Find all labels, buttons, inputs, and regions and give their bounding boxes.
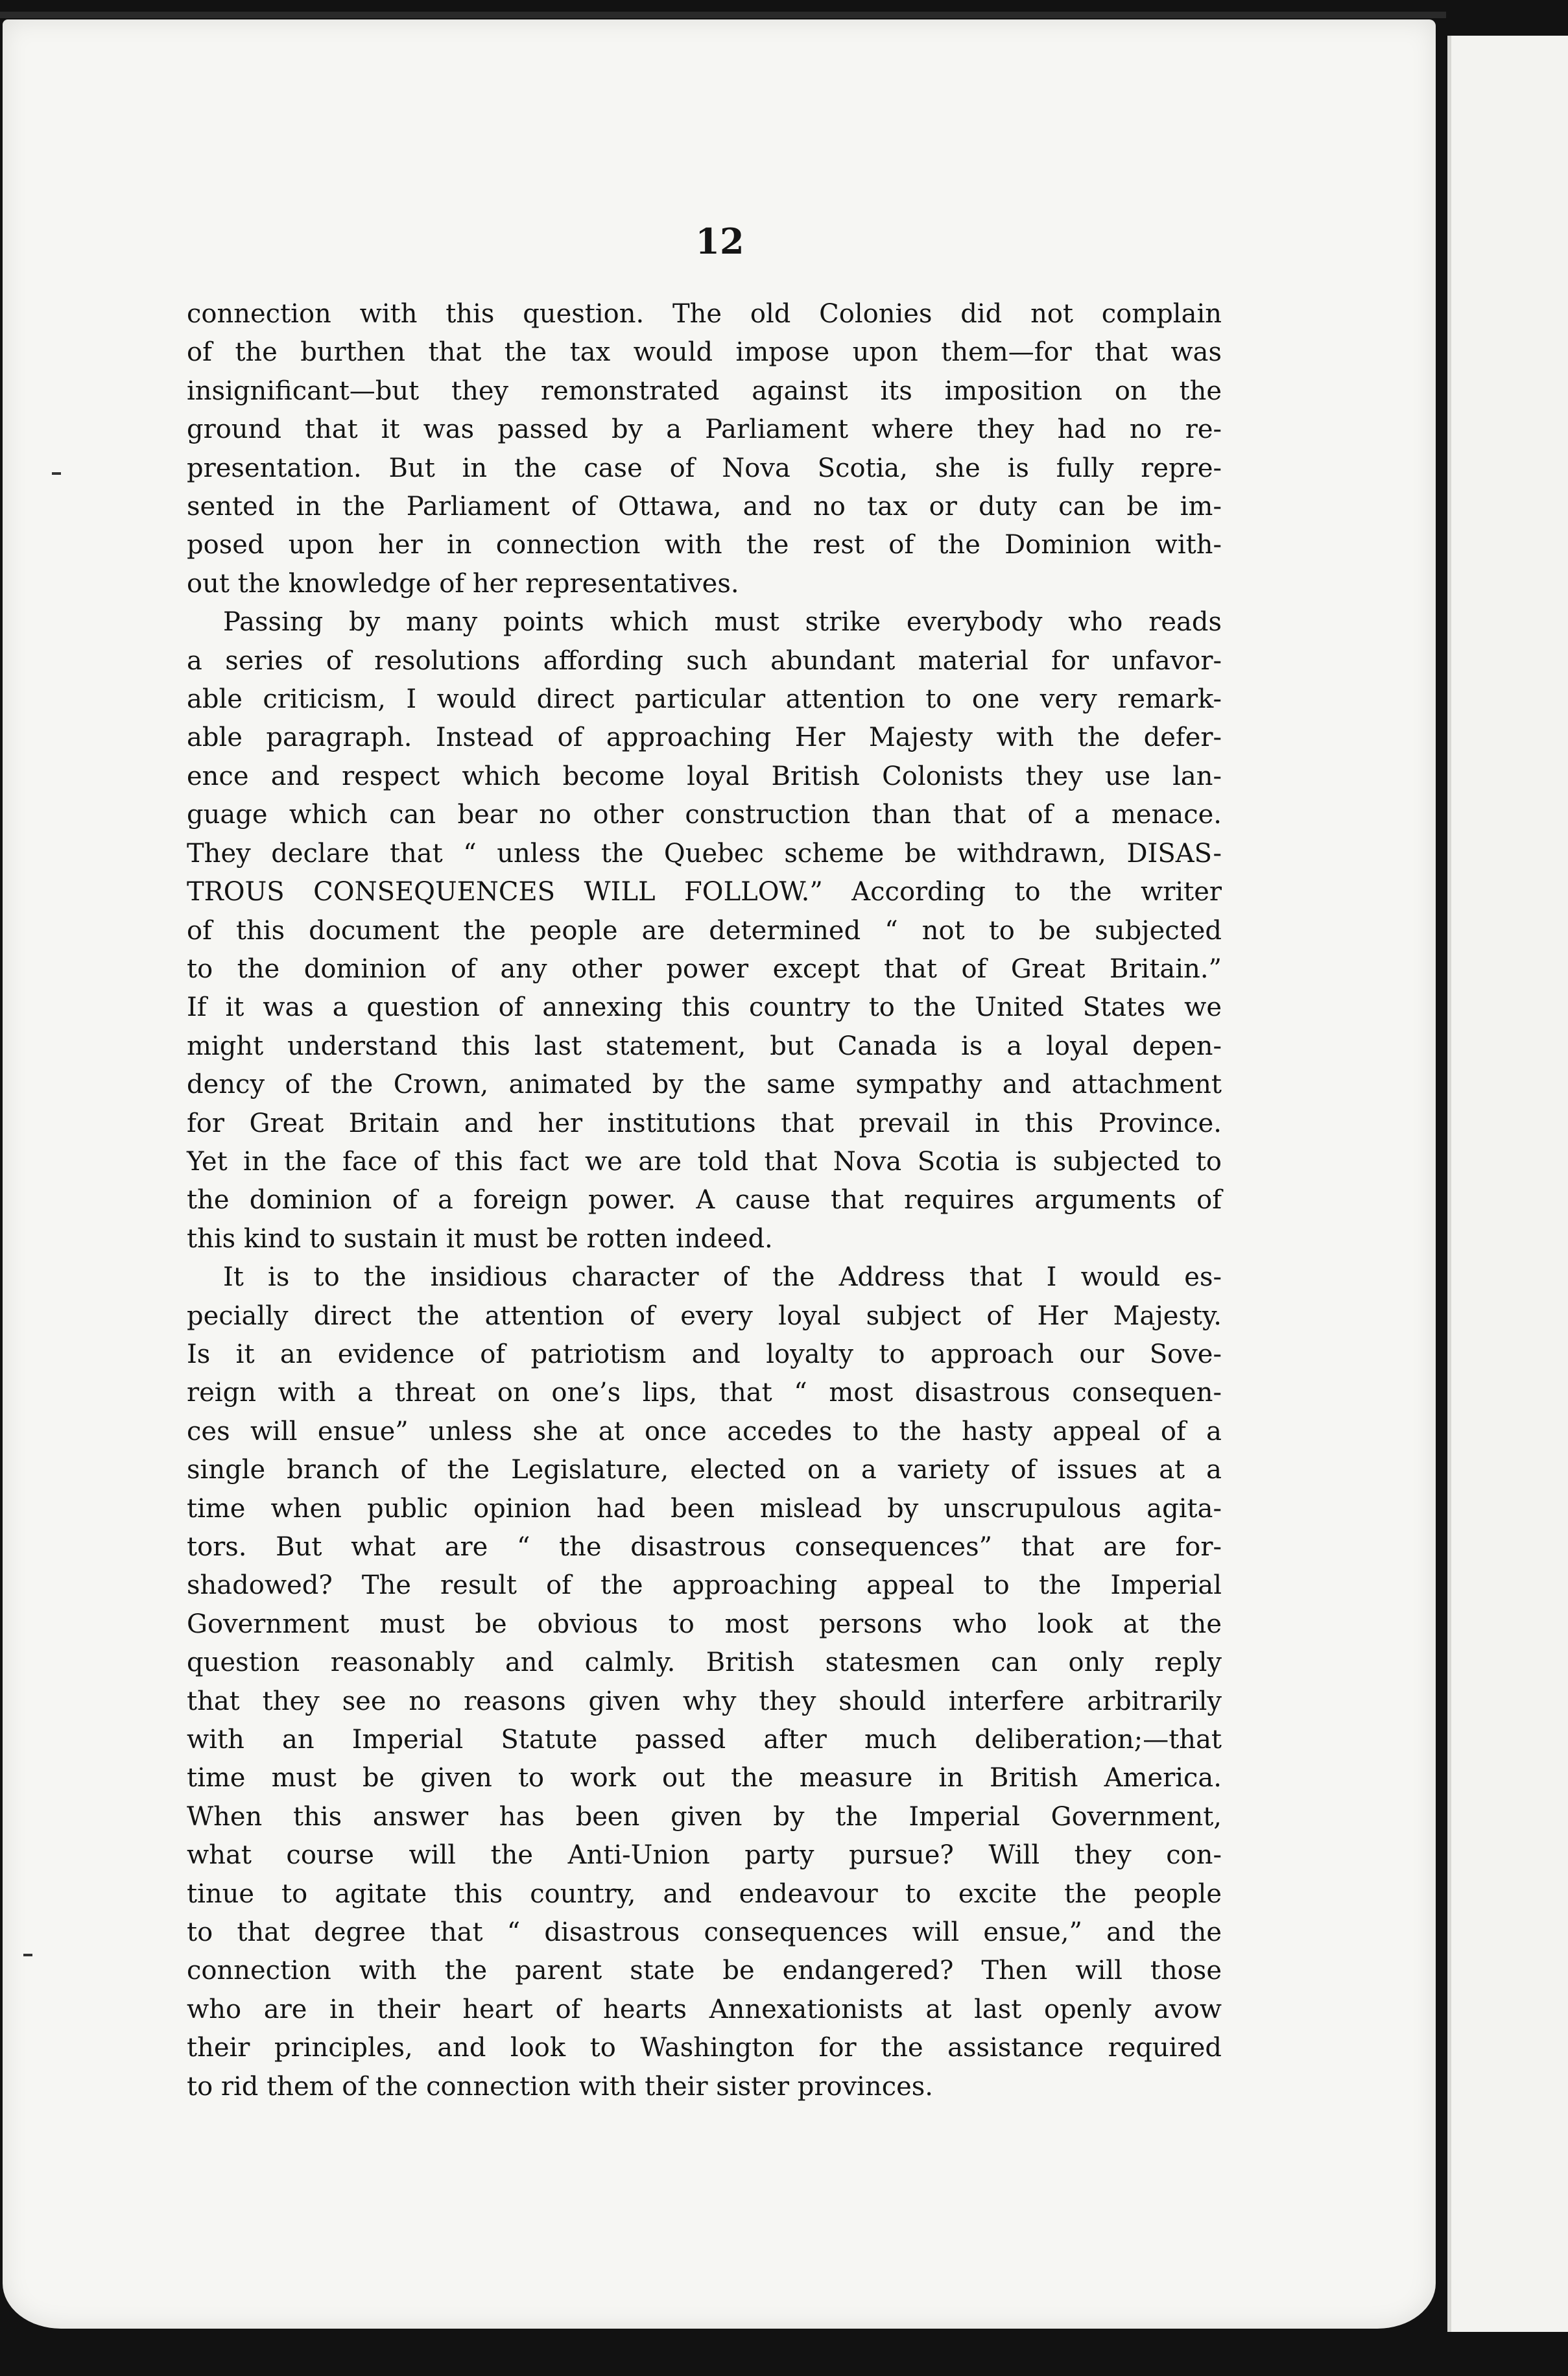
text-line: posed upon her in connection with the rest of the Dominion with- [187,530,1222,560]
text-line: time when public opinion had been mislead by unscrupulous agita- [187,1493,1222,1524]
body-text [187,295,1222,2106]
text-line: single branch of the Legislature, elected on a variety of issues at a [187,1455,1222,1485]
top-edge-rule [0,12,1446,18]
text-line: of the burthen that the tax would impose upon them—for that was [187,337,1222,368]
text-line: guage which can bear no other construction than that of a menace. [187,800,1222,830]
text-line: that they see no reasons given why they should interfere arbitrarily [187,1686,1222,1716]
text-line: to that degree that “ disastrous consequences will ensue,” and the [187,1917,1222,1948]
text-line: connection with this question. The old Colonies did not complain [187,299,1222,329]
text-line: able paragraph. Instead of approaching Her Majesty with the defer- [187,723,1222,753]
margin-mark [52,472,61,475]
text-line: sented in the Parliament of Ottawa, and no tax or duty can be im- [187,492,1222,522]
paragraph [187,1258,1222,2106]
text-line: out the knowledge of her representatives. [187,568,739,599]
text-line: ence and respect which become loyal British Colonists they use lan- [187,761,1222,791]
paragraph [187,603,1222,1258]
text-line: They declare that “ unless the Quebec scheme be withdrawn, DISAS- [187,838,1222,869]
text-line: reign with a threat on one’s lips, that “ most disastrous consequen- [187,1378,1222,1408]
text-line: with an Imperial Statute passed after much deliberation;—that [187,1725,1222,1755]
text-line: to rid them of the connection with their sister provinces. [187,2071,934,2102]
text-line: It is to the insidious character of the Address that I would es- [223,1262,1222,1293]
text-line: Yet in the face of this fact we are told that Nova Scotia is subjected to [187,1146,1222,1177]
text-line: the dominion of a foreign power. A cause that requires arguments of [187,1185,1222,1216]
text-line: Is it an evidence of patriotism and loyalty to approach our Sove- [187,1339,1222,1369]
text-line: this kind to sustain it must be rotten indeed. [187,1223,773,1254]
text-line: Government must be obvious to most persons who look at the [187,1609,1222,1639]
text-line: what course will the Anti-Union party pursue? Will they con- [187,1840,1222,1871]
text-line: Passing by many points which must strike everybody who reads [223,607,1222,638]
text-line: pecially direct the attention of every loyal subject of Her Majesty. [187,1301,1222,1331]
text-line: dency of the Crown, animated by the same sympathy and attachment [187,1070,1222,1100]
text-line: insignificant—but they remonstrated against its imposition on the [187,376,1222,406]
text-line: connection with the parent state be endangered? Then will those [187,1956,1222,1986]
text-line: shadowed? The result of the approaching appeal to the Imperial [187,1570,1222,1601]
text-line: able criticism, I would direct particular attention to one very remark- [187,684,1222,715]
text-line: a series of resolutions affording such abundant material for unfavor- [187,645,1222,676]
text-line: for Great Britain and her institutions that prevail in this Province. [187,1108,1222,1138]
text-line: might understand this last statement, but Canada is a loyal depen- [187,1031,1222,1061]
margin-mark [23,1954,32,1956]
text-line: TROUS CONSEQUENCES WILL FOLLOW.” According to the writer [187,877,1222,907]
text-line: their principles, and look to Washington for the assistance required [187,2033,1222,2063]
text-line: ces will ensue” unless she at once accedes to the hasty appeal of a [187,1416,1222,1446]
paragraph [187,295,1222,603]
text-line: ground that it was passed by a Parliament where they had no re- [187,414,1222,445]
text-line: When this answer has been given by the Imperial Government, [187,1801,1222,1832]
text-line: tors. But what are “ the disastrous consequences” that are for- [187,1532,1222,1562]
text-line: question reasonably and calmly. British statesmen can only reply [187,1648,1222,1678]
text-line: of this document the people are determined “ not to be subjected [187,915,1222,946]
page-number: 12 [695,221,744,262]
text-line: time must be given to work out the measure in British America. [187,1763,1222,1794]
text-line: who are in their heart of hearts Annexationists at last openly avow [187,1994,1222,2024]
text-line: tinue to agitate this country, and endeavour to excite the people [187,1878,1222,1909]
text-line: presentation. But in the case of Nova Scotia, she is fully repre- [187,453,1222,483]
text-line: to the dominion of any other power except that of Great Britain.” [187,954,1222,984]
adjacent-page-edge [1447,36,1568,2332]
text-line: If it was a question of annexing this country to the United States we [187,992,1222,1023]
